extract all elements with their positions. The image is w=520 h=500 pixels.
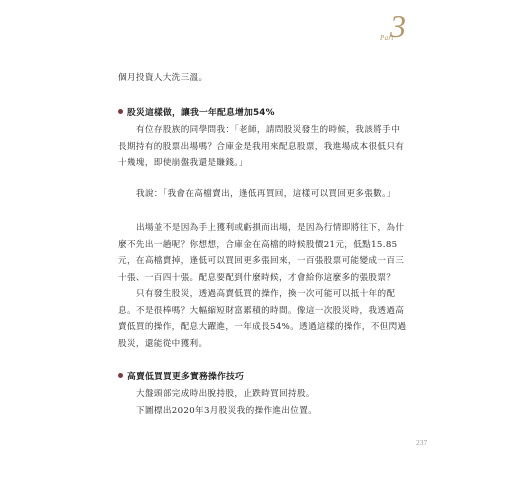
bullet-icon xyxy=(118,373,123,378)
bullet-icon xyxy=(118,109,123,114)
paragraph-answer: 我說：「我會在高檔賣出，逢低再買回，這樣可以買回更多張數。」 xyxy=(136,189,396,199)
part-label: Part xyxy=(380,34,394,42)
section-heading-1 xyxy=(118,105,275,121)
section-heading-2 xyxy=(118,369,244,385)
paragraph-technique: 大盤頭部完成時出脫持股，止跌時買回持股。 xyxy=(136,389,315,399)
part-number: 3 xyxy=(390,8,406,44)
paragraph-intro: 個月投資人大洗三溫。 xyxy=(118,73,208,83)
paragraph-figure-note: 下圖標出2020年3月股災我的操作進出位置。 xyxy=(136,406,318,416)
page-number: 237 xyxy=(416,438,428,447)
paragraph-question: 有位存股族的同學問我：「老師，請問股災發生的時候，我該將手中長期持有的股票出場嗎？合庫金是我用來配息股票，我進場成本很低只有十幾塊，即使崩盤我還是賺錢。」 xyxy=(118,125,405,168)
section-heading-1-text: 股災這樣做，讓我一年配息增加54% xyxy=(127,108,275,118)
part-marker xyxy=(380,8,440,48)
paragraph-explanation: 出場並不是因為手上獲利或虧損而出場，是因為行情即將往下，為什麼不先出一趟呢？你想想，合庫金在高檔的時候股價21元，低點15.85元，在高檔賣掉，逢低可以買回更多張回來，一百張股票可能變成一百三十張、一百四十張。配息要配到什麼時候，才會給你這麼多的張股票？ xyxy=(118,223,405,283)
section-heading-2-text: 高賣低買買更多實務操作技巧 xyxy=(127,372,244,382)
paragraph-benefit: 只有發生股災，透過高賣低買的操作，換一次可能可以抵十年的配息。不是很棒嗎？大幅縮短財富累積的時間。像這一次股災時，我透過高賣低買的操作，配息大躍進，一年成長54%。透過這樣的操作，不但閃過股災，還能從中獲利。 xyxy=(118,289,407,349)
